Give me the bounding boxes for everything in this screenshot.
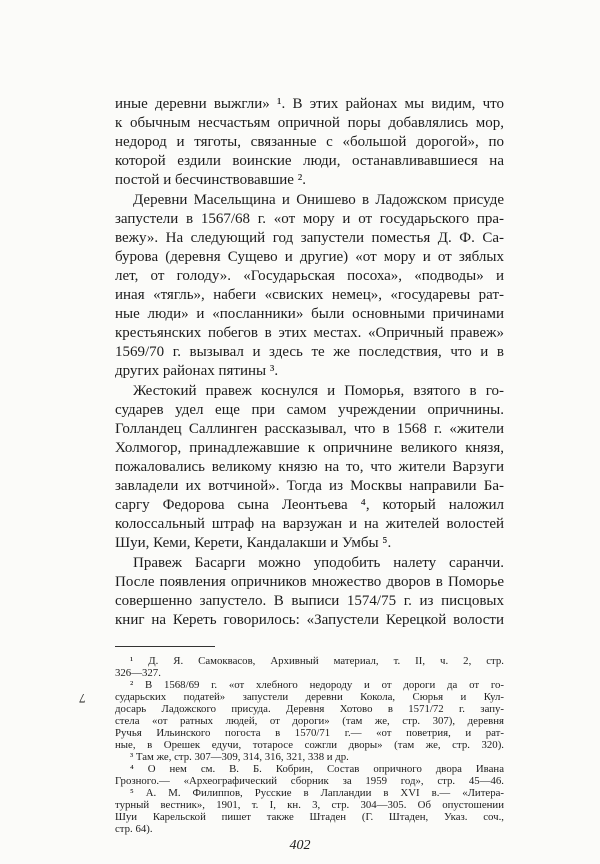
main-line: иные деревни выжгли» ¹. В этих районах мы видим, что [115,96,504,112]
footnote-line: 326—327. [115,667,161,679]
main-line: 1569/70 г. вызывал и здесь те же последствия, что и в [115,344,504,360]
main-line: После появления опричников множество дворов в Поморье [115,574,504,590]
main-line: вежу». На следующий год запустели поместья Д. Ф. Са- [115,230,504,246]
footnote-line: ⁵ А. М. Филиппов, Русские в Лапландии в XVI в.— «Литера- [130,787,504,799]
main-line: книг на Кереть говорилось: «Запустели Керецкой волости [115,612,504,628]
main-line: лет, от голоду». «Государьская посоха», «подводы» и [115,268,504,284]
main-line: колоссальный штраф на варзужан и на жителей волостей [115,516,504,532]
margin-mark: 7 [79,691,86,706]
main-line: других районах пятины ³. [115,363,279,379]
main-line: иная «тягль», набеги «свиских немец», «государевы рат- [115,287,504,303]
main-line: пожаловались великому князю на то, что жители Варзуги [115,459,504,475]
footnote-line: стр. 64). [115,823,153,835]
main-line: Шуи, Кеми, Керети, Кандалакши и Умбы ⁵. [115,535,392,551]
main-line: Деревни Масельщина и Онишево в Ладожском присуде [133,192,504,208]
main-line: Холмогор, принадлежавшие к опричнине великого князя, [115,440,504,456]
main-line: к обычным несчастьям опричной поры добавлялись мор, [115,115,504,131]
main-line: сударев удел еще при самом учреждении опричнины. [115,402,504,418]
main-line: которой ездили воинские люди, останавливавшиеся на [115,153,504,169]
footnote-line: сударьских податей» запустели деревни Кокола, Сюрья и Кул- [115,691,504,703]
main-line: саргу Федорова сына Леонтьева ⁴, который наложил [115,497,504,513]
footnote-line: досарь Ладожского присуда. Деревня Хотово в 1571/72 г. запу- [115,703,504,715]
footnote-line: Шуи Карельской пишет также Штаден (Г. Штаден, Указ. соч., [115,811,504,823]
page-number: 402 [289,838,311,853]
main-line: Голландец Саллинген рассказывал, что в 1568 г. «жители [115,421,504,437]
footnote-line: стела «от ратных людей, от дороги» (там же, стр. 307), деревня [115,715,504,727]
main-line: запустели в 1567/68 г. «от мору и от государьского пра- [115,211,504,227]
main-line: завладели их вотчиной». Тогда из Москвы направили Ба- [115,478,504,494]
main-line: бурова (деревня Сущево и другие) «от мору и от зяблых [115,249,504,265]
main-line: совершенно запустело. В выписи 1574/75 г. из писцовых [115,593,504,609]
footnote-line: Грозного.— «Археографический сборник за 1959 год», стр. 45—46. [115,775,504,787]
main-line: постой и бесчинствовавшие ². [115,172,306,188]
footnote-line: турный вестник», 1901, т. I, кн. 3, стр. 304—305. Об опустошении [115,799,504,811]
footnote-rule [115,646,215,647]
main-line: ные люди» и «посланники» были основными причинами [115,306,504,322]
main-line: крестьянских побегов в этих местах. «Опричный правеж» [115,325,504,341]
footnote-line: ³ Там же, стр. 307—309, 314, 316, 321, 338 и др. [130,751,349,763]
main-line: Правеж Басарги можно уподобить налету саранчи. [133,555,504,571]
main-line: Жестокий правеж коснулся и Поморья, взятого в го- [133,383,504,399]
footnote-line: ¹ Д. Я. Самоквасов, Архивный материал, т. II, ч. 2, стр. [130,655,504,667]
footnote-line: ⁴ О нем см. В. Б. Кобрин, Состав опричного двора Ивана [130,763,504,775]
footnote-line: ные, в Орешек едучи, тотаросе сожгли дворы» (там же, стр. 320). [115,739,504,751]
footnote-line: Ручья Ильинского погоста в 1570/71 г.— «от поветрия, и рат- [115,727,504,739]
main-line: недород и тяготы, связанные с «большой дорогой», по [115,134,504,150]
footnote-line: ² В 1568/69 г. «от хлебного недороду и от дороги да от го- [130,679,504,691]
